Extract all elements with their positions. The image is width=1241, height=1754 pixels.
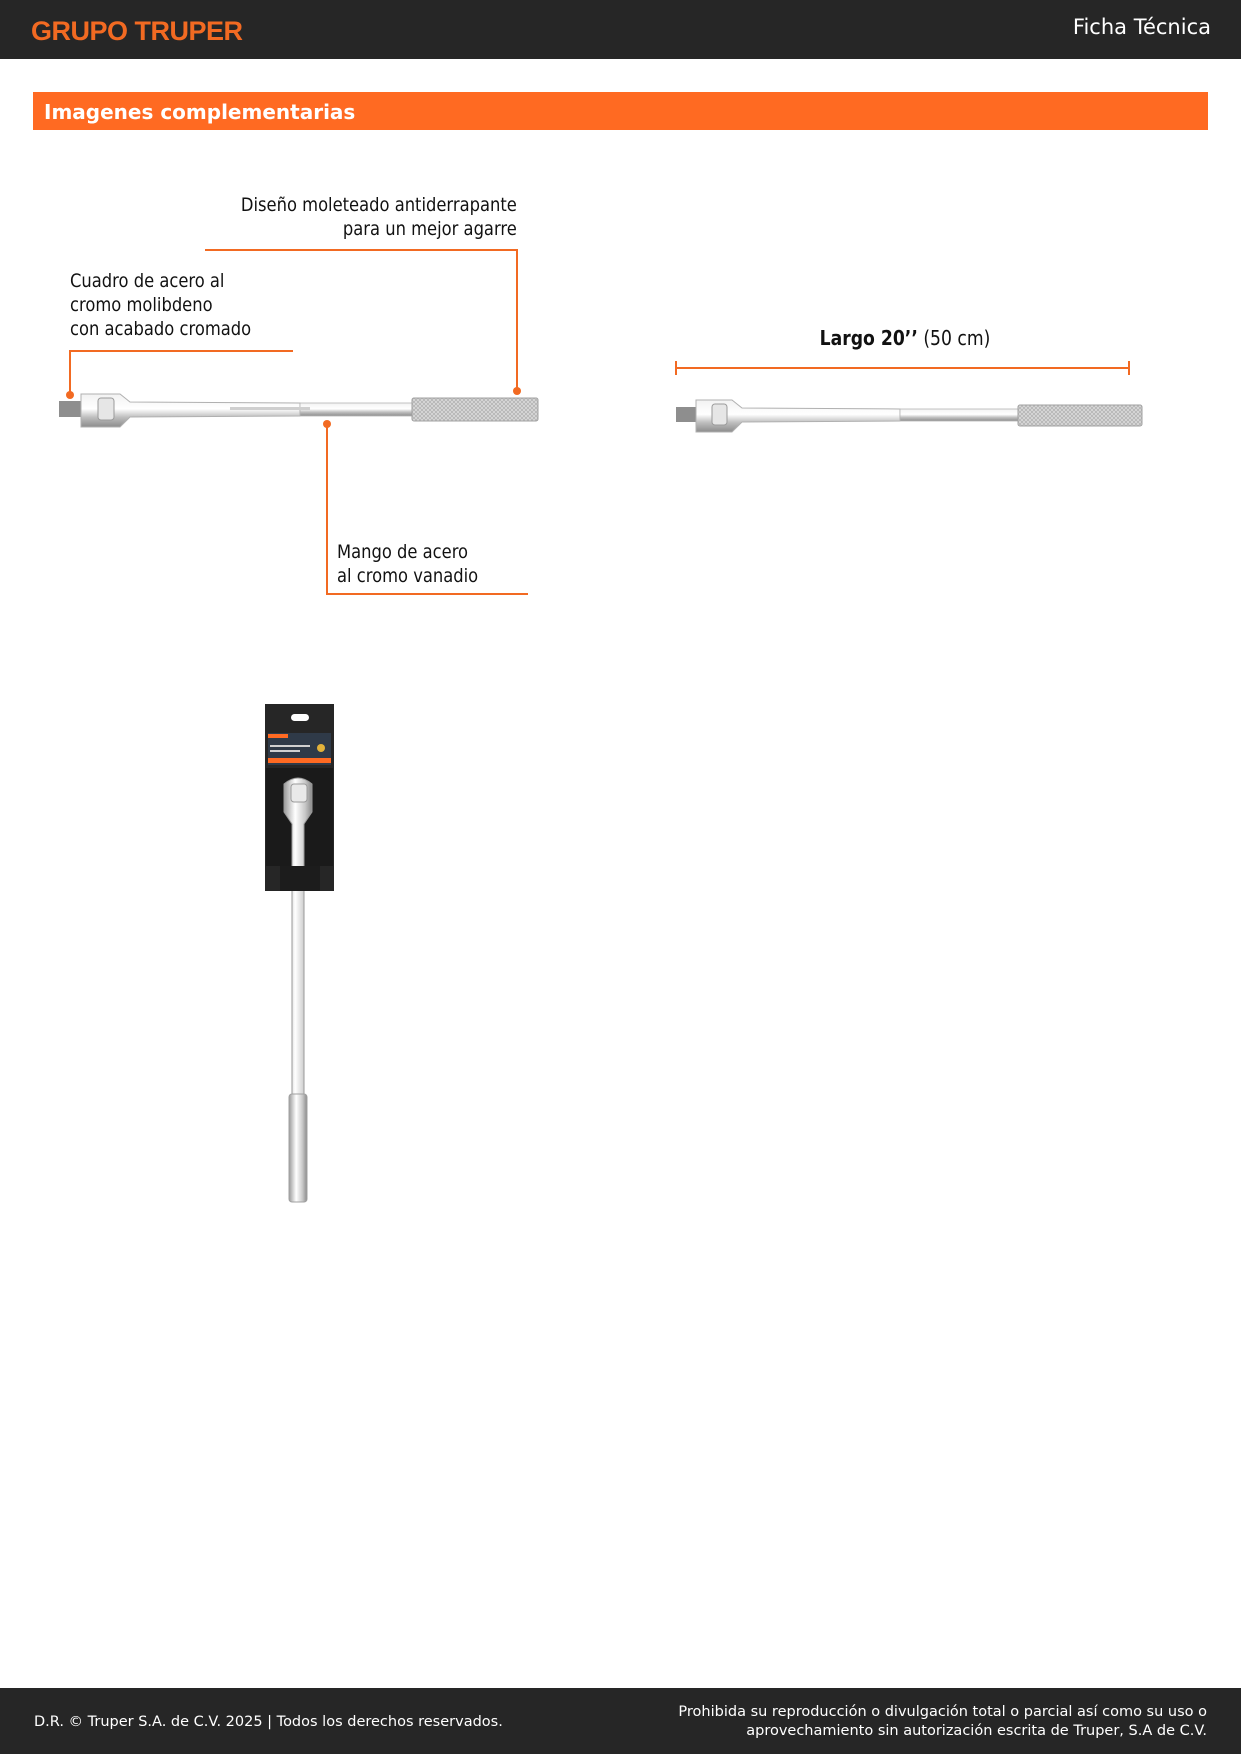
callout-square-line-3: con acabado cromado xyxy=(70,318,252,340)
callout-handle-line-1: Mango de acero xyxy=(337,541,469,563)
drive-square xyxy=(59,401,81,417)
packaged-product xyxy=(265,704,334,1202)
section-title: Imagenes complementarias xyxy=(44,100,356,124)
hang-hole xyxy=(291,714,309,721)
disclaimer-text xyxy=(678,1703,1207,1741)
callout-handle-line-2: al cromo vanadio xyxy=(337,565,479,587)
page-footer xyxy=(0,1688,1241,1754)
disclaimer-line-1: Prohibida su reproducción o divulgación total o parcial así como su uso o xyxy=(678,1704,1207,1720)
length-label-regular: (50 cm) xyxy=(917,326,991,350)
square-callout-dot xyxy=(66,391,74,399)
length-dimension-line xyxy=(676,361,1129,375)
callout-square-line-1: Cuadro de acero al xyxy=(70,270,225,292)
length-label xyxy=(806,326,1004,350)
document-type-title: Ficha Técnica xyxy=(1072,15,1211,39)
callout-knurl-line-2: para un mejor agarre xyxy=(343,218,517,240)
callout-square-line-2: cromo molibdeno xyxy=(70,294,213,316)
callout-knurl-line-1: Diseño moleteado antiderrapante xyxy=(241,194,517,216)
breaker-bar-dimensioned xyxy=(676,400,1142,432)
knurl-callout-dot xyxy=(513,387,521,395)
copyright-text: D.R. © Truper S.A. de C.V. 2025 | Todos los derechos reservados. xyxy=(34,1714,503,1730)
disclaimer-line-2: aprovechamiento sin autorización escrita de Truper, S.A de C.V. xyxy=(746,1723,1207,1739)
breaker-bar-annotated xyxy=(59,394,538,427)
callout-handle xyxy=(337,540,478,588)
callout-square xyxy=(70,269,251,341)
knurl-leader-line xyxy=(205,250,517,391)
handle-callout-dot xyxy=(323,420,331,428)
length-label-bold: Largo 20’’ xyxy=(819,326,918,350)
square-leader-line xyxy=(70,351,293,395)
grupo-truper-logo: GRUPO TRUPER xyxy=(31,16,243,46)
callout-knurl xyxy=(241,193,517,241)
